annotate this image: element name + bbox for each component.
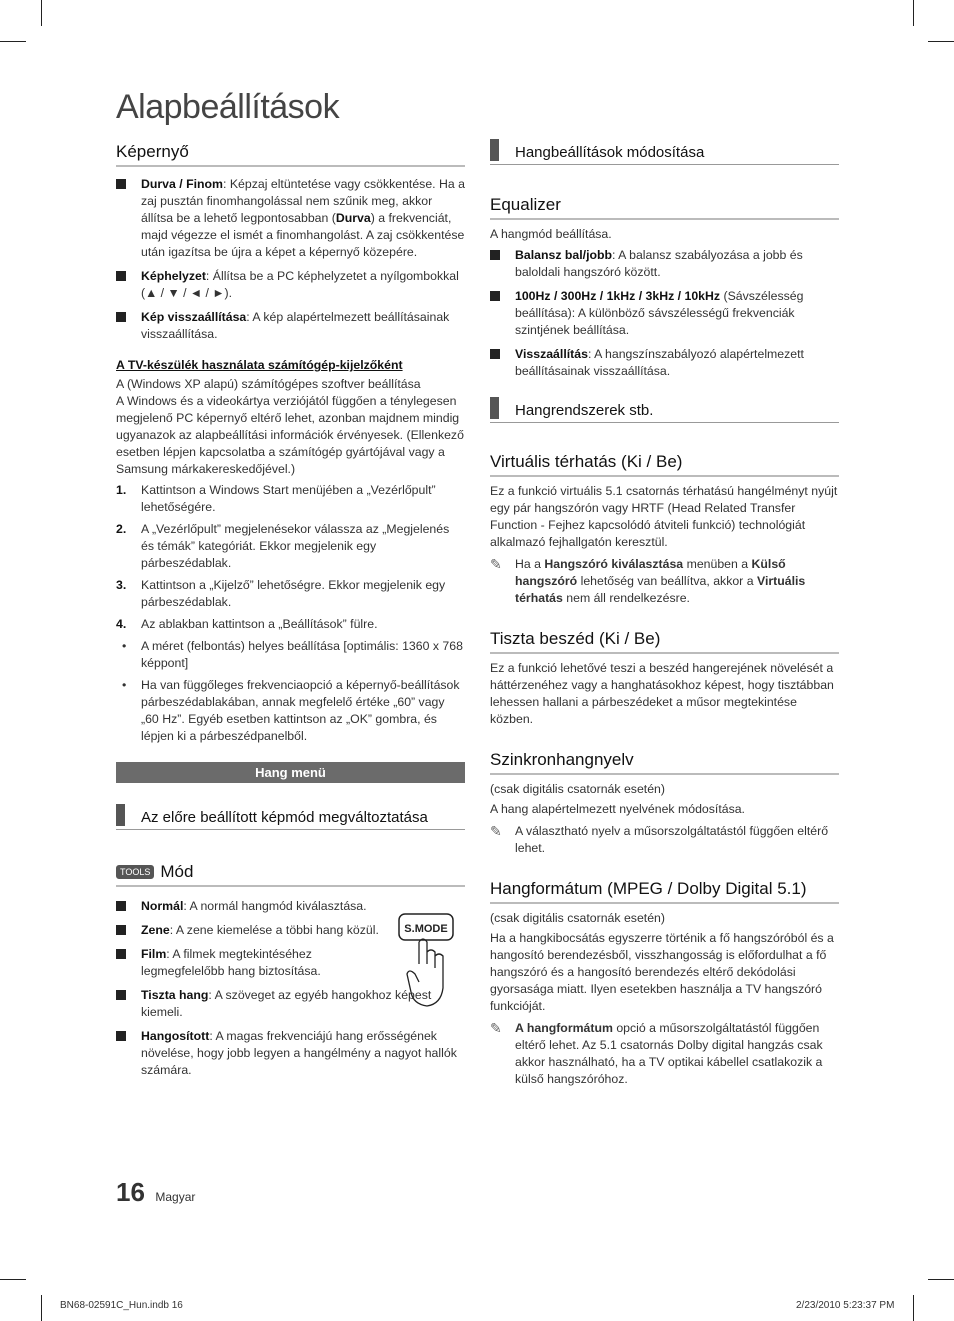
paragraph: Ha a hangkibocsátás egyszerre történik a fő hangszóróból és a hangosító berendezésből, visszhangosság is előfordulhat a fő hangszóró és a hangosító berendezés eltérő dekódolási gyorsasága miatt. Ilyen esetekben használja a TV hangszóró funkcióját. — [490, 931, 834, 1013]
section-bar-hang-menu: Hang menü — [116, 762, 465, 783]
numbered-step: 4. Az ablakban kattintson a „Beállítások” fülre. — [116, 617, 378, 631]
footer-file: BN68-02591C_Hun.indb 16 — [60, 1300, 183, 1311]
list-item: Film: A filmek megtekintéséhez legmegfelelőbb hang biztosítása. — [116, 946, 381, 980]
tools-icon: TOOLS — [116, 865, 154, 879]
bullet-square-icon — [116, 949, 126, 959]
bullet-dot-icon: • — [122, 639, 127, 653]
list-item: Tiszta hang: A szöveget az egyéb hangokhoz képest kiemeli. — [116, 987, 465, 1021]
bullet-square-icon — [116, 271, 126, 281]
bullet-square-icon — [116, 312, 126, 322]
bullet-square-icon — [490, 291, 500, 301]
page-number: 16 — [116, 1177, 145, 1207]
crop-mark — [913, 1295, 914, 1321]
left-column — [116, 142, 465, 1079]
list-item: 100Hz / 300Hz / 1kHz / 3kHz / 10kHz (Sávszélesség beállítása): A különböző sávszélességű frekvenciák szintjének beállítása. — [490, 288, 839, 339]
footer-timestamp: 2/23/2010 5:23:37 PM — [796, 1300, 895, 1311]
pencil-note-icon: ✎ — [490, 1020, 502, 1036]
bullet-dot-icon: • — [122, 678, 127, 692]
paragraph: A Windows és a videokártya verziójától függően a ténylegesen megjelenő PC képernyő eltérő lehet, azonban majdnem mindig ugyanazok az alapbeállítási információk érvényesek. (Ellenkező esetben lépjen kapcsolatba a számítógép gyártójával vagy a Samsung márkakereskedőjével.) — [116, 394, 464, 476]
bullet-square-icon — [116, 901, 126, 911]
bullet-item: • A méret (felbontás) helyes beállítása [optimális: 1360 x 768 képpont] — [122, 639, 463, 670]
numbered-step: 3. Kattintson a „Kijelző” lehetőségre. Ekkor megjelenik egy párbeszédablak. — [116, 578, 446, 609]
subsection-heading-tv-pc: A TV-készülék használata számítógép-kijelzőként — [116, 358, 403, 372]
paragraph: Ez a funkció virtuális 5.1 csatornás térhatású hangélményt nyújt egy pár hangszórón vagy HRTF (Head Related Transfer Function - Fejhez kapcsolódó átviteli funkció) technológiát alkalmazó fejhallgatón keresztül. — [490, 484, 838, 549]
section-heading-equalizer: Equalizer — [490, 195, 839, 220]
paragraph: A hangmód beállítása. — [490, 227, 612, 241]
crop-mark — [928, 41, 954, 42]
bullet-square-icon — [116, 990, 126, 1000]
section-heading-kepernyo: Képernyő — [116, 142, 465, 167]
bullet-square-icon — [116, 179, 126, 189]
bullet-item: • Ha van függőleges frekvenciaopció a képernyő-beállítások párbeszédablakában, annak megfelelő értéke „60” vagy „60 Hz”. Egyéb esetben kattintson az „OK” gombra, és lépjen ki a párbeszédpanelből. — [122, 678, 460, 743]
section-heading-virtualis: Virtuális térhatás (Ki / Be) — [490, 452, 839, 477]
paragraph: (csak digitális csatornák esetén) — [490, 782, 665, 796]
paragraph: Ez a funkció lehetővé teszi a beszéd hangerejének növelését a háttérzenéhez vagy a hanghatásokhoz képest, hogy tisztábban lehessen hallani a párbeszédeket a műsor megtekintése közben. — [490, 661, 834, 726]
subsection-heading-hangbeall: Hangbeállítások módosítása — [490, 144, 839, 165]
page-title: Alapbeállítások — [116, 88, 340, 126]
page-language: Magyar — [155, 1190, 196, 1204]
smode-label: S.MODE — [404, 923, 448, 935]
crop-mark — [41, 1295, 42, 1321]
paragraph: A (Windows XP alapú) számítógépes szoftver beállítása — [116, 377, 421, 391]
bullet-square-icon — [490, 349, 500, 359]
pencil-note-icon: ✎ — [490, 823, 502, 839]
numbered-step: 1. Kattintson a Windows Start menüjében a „Vezérlőpult” lehetőségére. — [116, 483, 436, 514]
list-item: Durva / Finom: Képzaj eltüntetése vagy csökkentése. Ha a zaj pusztán finomhangolással nem szűnik meg, akkor állítsa be a lehető legpontosabban (Durva) a frekvenciát, majd végezze el ismét a finomhangolást. A zaj csökkentése után igazítsa be újra a képet a képernyő közepére. — [116, 176, 465, 261]
section-heading-szinkron: Szinkronhangnyelv — [490, 750, 839, 775]
list-item: Kép visszaállítása: A kép alapértelmezett beállításainak visszaállítása. — [116, 309, 465, 343]
crop-mark — [41, 0, 42, 26]
list-item: Hangosított: A magas frekvenciájú hang erősségének növelése, hogy jobb legyen a hangélmény a nagyot hallók számára. — [116, 1028, 465, 1079]
section-heading-tiszta: Tiszta beszéd (Ki / Be) — [490, 629, 839, 654]
note: ✎ A hangformátum opció a műsorszolgáltatástól függően eltérő lehet. Az 5.1 csatornás Dolby digital hangzás csak akkor használható, ha a TV optikai kábellel csatlakozik a külső hangszóróhoz. — [490, 1020, 823, 1086]
note: ✎ Ha a Hangszóró kiválasztása menüben a Külső hangszóró lehetőség van beállítva, akkor a Virtuális térhatás nem áll rendelkezésre. — [490, 556, 806, 605]
crop-mark — [928, 1279, 954, 1280]
page-number-block — [116, 1177, 195, 1208]
subsection-heading-hangrendszerek: Hangrendszerek stb. — [490, 402, 839, 423]
bullet-square-icon — [490, 250, 500, 260]
subsection-heading-kepmod: Az előre beállított képmód megváltoztatása — [116, 809, 465, 830]
pencil-note-icon: ✎ — [490, 556, 502, 572]
list-item: Balansz bal/jobb: A balansz szabályozása a jobb és baloldali hangszóró között. — [490, 247, 839, 281]
list-item: Képhelyzet: Állítsa be a PC képhelyzetet a nyílgombokkal (▲ / ▼ / ◄ / ►). — [116, 268, 465, 302]
list-item: Normál: A normál hangmód kiválasztása. — [116, 898, 381, 915]
section-heading-mod: TOOLS Mód — [116, 862, 465, 887]
right-column — [490, 144, 839, 1088]
crop-mark — [0, 1279, 26, 1280]
crop-mark — [913, 0, 914, 26]
list-item: Visszaállítás: A hangszínszabályozó alapértelmezett beállításainak visszaállítása. — [490, 346, 839, 380]
crop-mark — [0, 41, 26, 42]
bullet-square-icon — [116, 925, 126, 935]
paragraph: (csak digitális csatornák esetén) — [490, 911, 665, 925]
bullet-square-icon — [116, 1031, 126, 1041]
paragraph: A hang alapértelmezett nyelvének módosítása. — [490, 802, 745, 816]
list-item: Zene: A zene kiemelése a többi hang közül. — [116, 922, 381, 939]
numbered-step: 2. A „Vezérlőpult” megjelenésekor válassza az „Megjelenés és témák” kategóriát. Ekkor megjelenik egy párbeszédablak. — [116, 522, 450, 570]
note: ✎ A választható nyelv a műsorszolgáltatástól függően eltérő lehet. — [490, 823, 829, 855]
section-heading-hangformatum: Hangformátum (MPEG / Dolby Digital 5.1) — [490, 879, 839, 904]
